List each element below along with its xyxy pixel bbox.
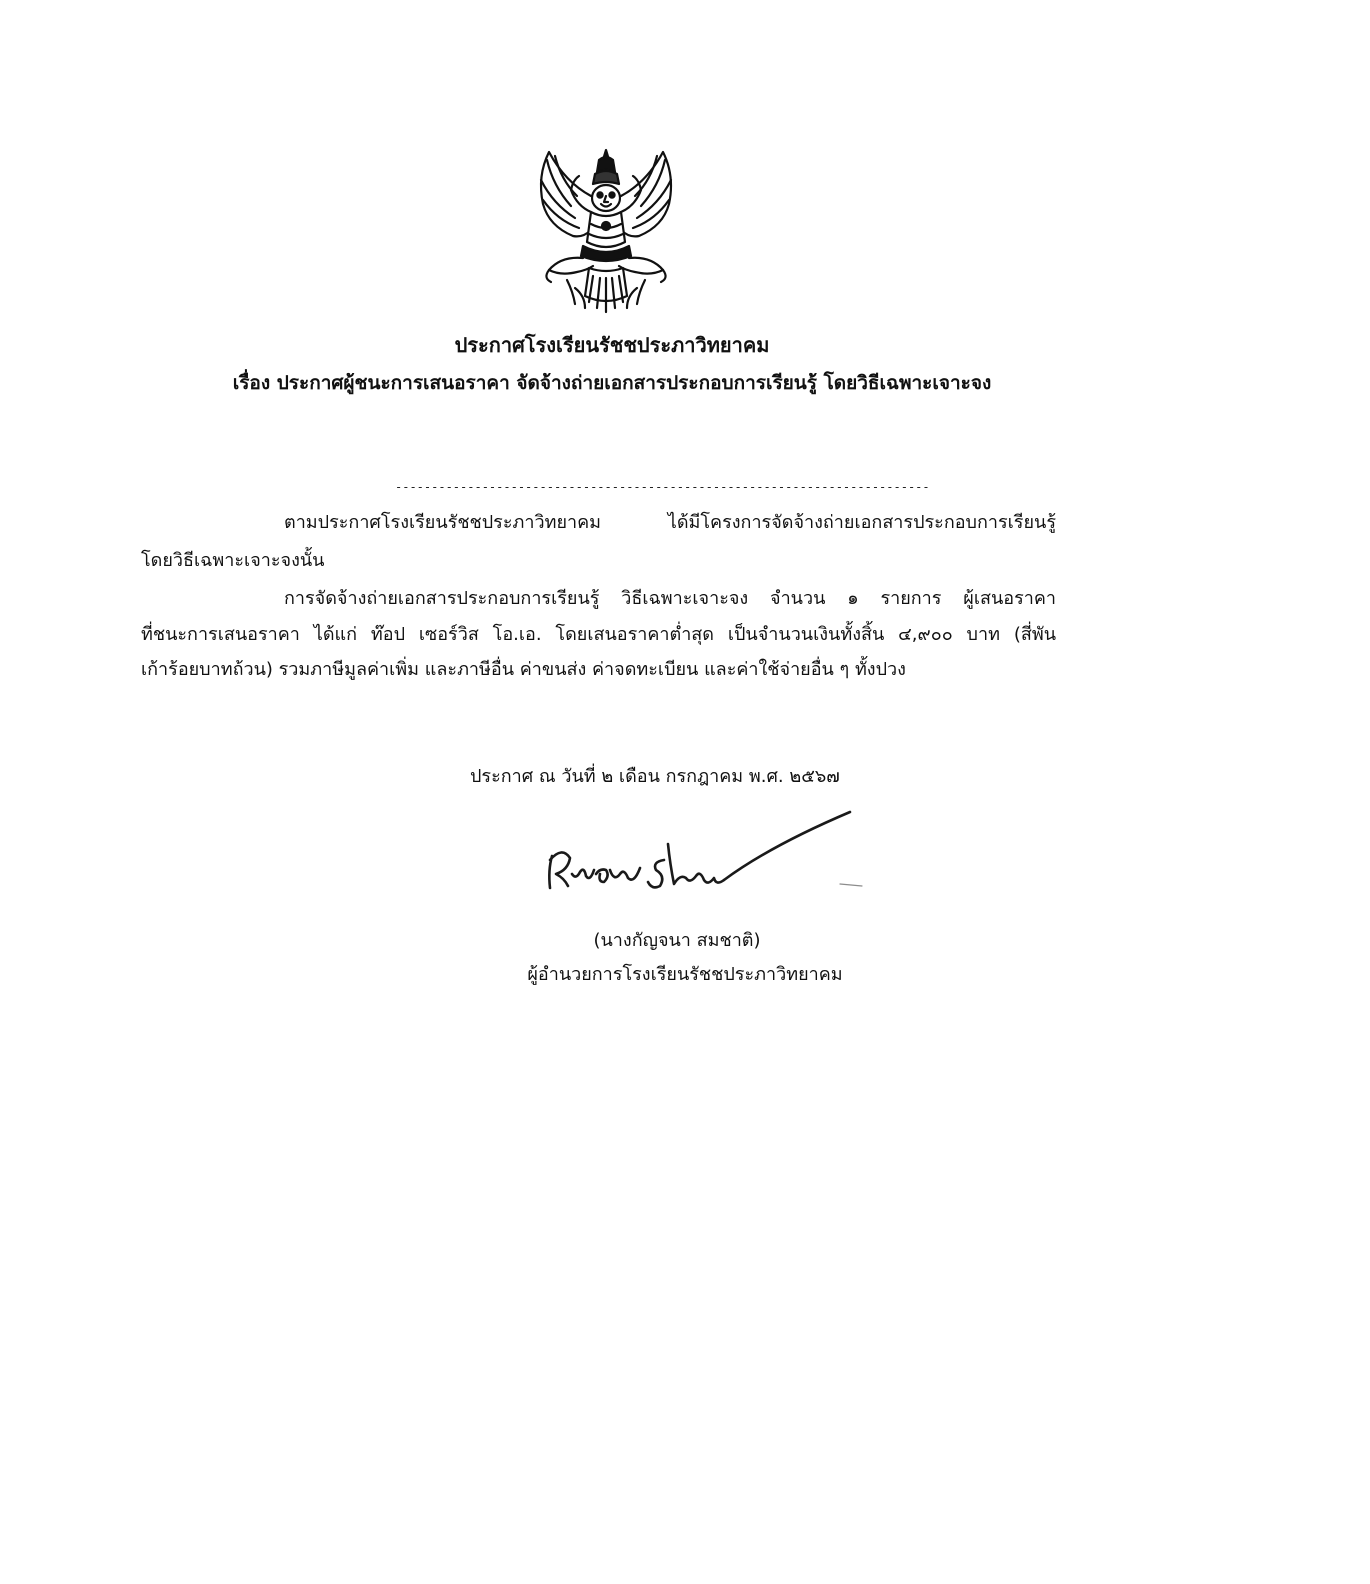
paragraph-2-line-1: การจัดจ้างถ่ายเอกสารประกอบการเรียนรู้ วิธีเฉพาะเจาะจง จำนวน ๑ รายการ ผู้เสนอราคา (284, 588, 1056, 609)
handwritten-signature (540, 806, 870, 902)
paragraph-2-line-3: เก้าร้อยบาทถ้วน) รวมภาษีมูลค่าเพิ่ม และภาษีอื่น ค่าขนส่ง ค่าจดทะเบียน และค่าใช้จ่ายอื่น ๆ ทั้งปวง (141, 659, 906, 680)
separator-line: -------------------------------------------------------------------------- (395, 480, 930, 494)
paragraph-2-line-2: ที่ชนะการเสนอราคา ได้แก่ ท๊อป เซอร์วิส โอ.เอ. โดยเสนอราคาต่ำสุด เป็นจำนวนเงินทั้งสิ้น ๔,๙๐๐ บาท (สี่พัน (141, 624, 1056, 645)
signer-name: (นางกัญจนา สมชาติ) (593, 930, 761, 951)
garuda-emblem-icon (527, 146, 685, 318)
paragraph-1-line-2: โดยวิธีเฉพาะเจาะจงนั้น (141, 550, 325, 571)
document-subject: เรื่อง ประกาศผู้ชนะการเสนอราคา จัดจ้างถ่ายเอกสารประกอบการเรียนรู้ โดยวิธีเฉพาะเจาะจง (232, 372, 992, 394)
signer-position: ผู้อำนวยการโรงเรียนรัชชประภาวิทยาคม (527, 964, 843, 985)
announcement-date: ประกาศ ณ วันที่ ๒ เดือน กรกฎาคม พ.ศ. ๒๕๖๗ (470, 766, 840, 787)
document-title: ประกาศโรงเรียนรัชชประภาวิทยาคม (454, 333, 770, 357)
paragraph-1-line-1: ตามประกาศโรงเรียนรัชชประภาวิทยาคม ได้มีโครงการจัดจ้างถ่ายเอกสารประกอบการเรียนรู้ (284, 512, 1056, 533)
